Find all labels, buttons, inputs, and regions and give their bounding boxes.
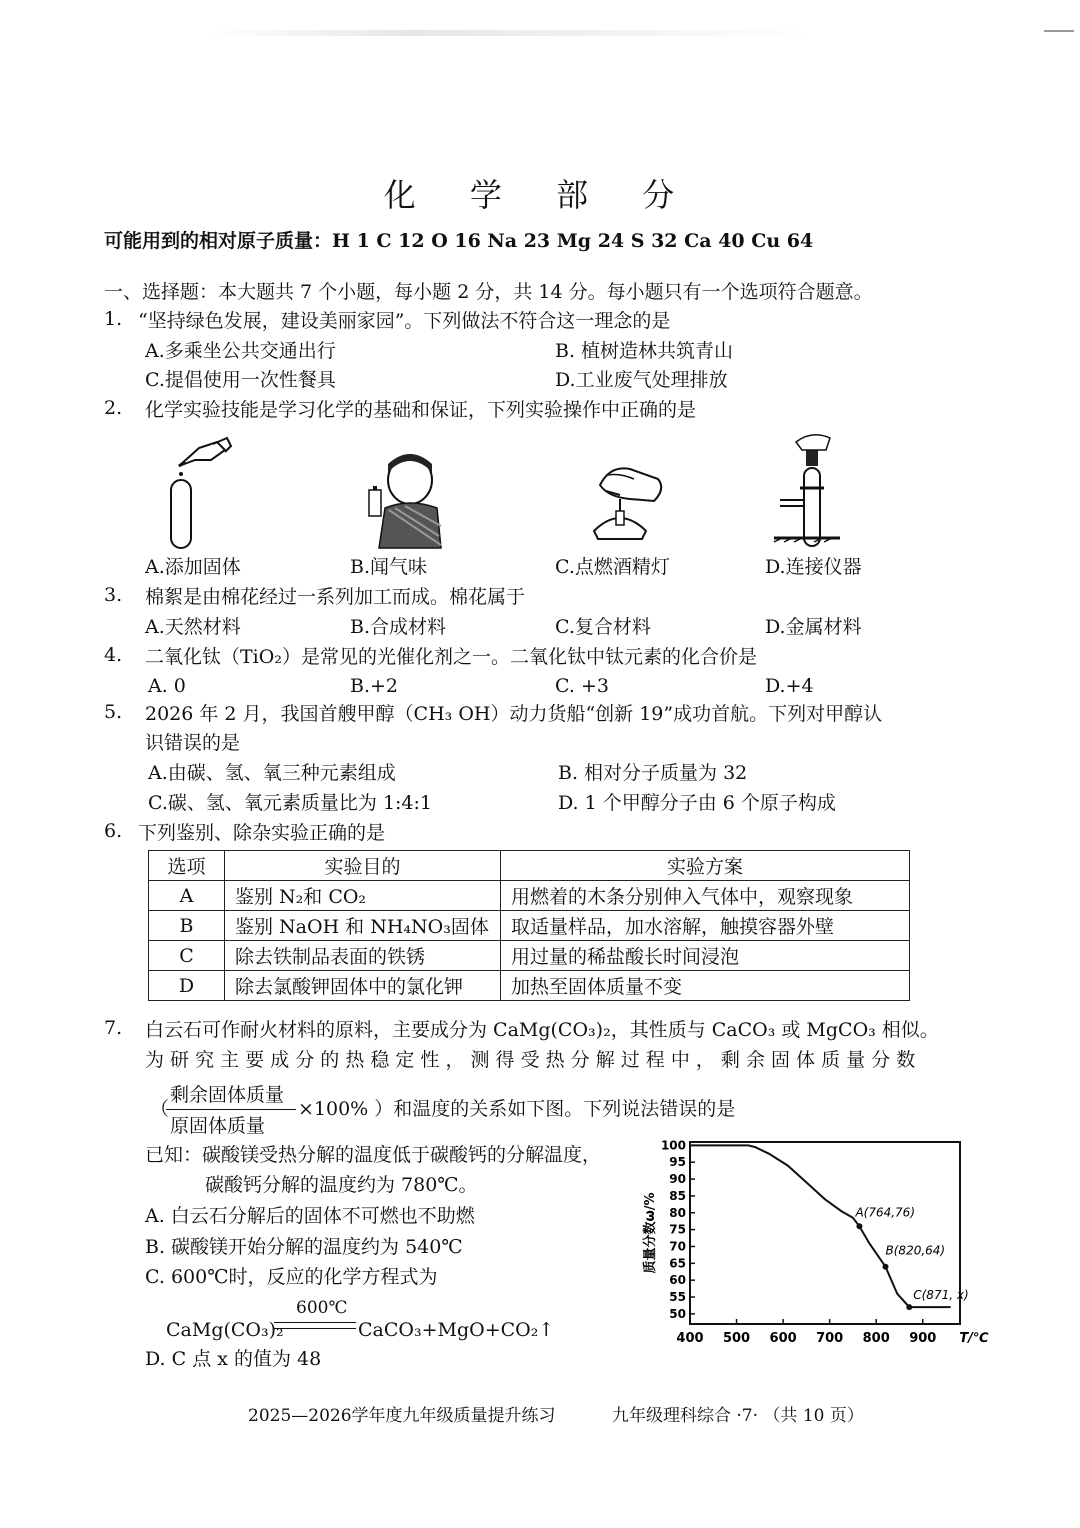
table-cell: 鉴别 N₂和 CO₂	[225, 881, 501, 911]
option-d: D.金属材料	[765, 616, 862, 638]
table-cell: B	[149, 911, 225, 941]
question-stem: 化学实验技能是学习化学的基础和保证，下列实验操作中正确的是	[145, 399, 697, 421]
option-c: C. +3	[555, 675, 609, 697]
known-condition: 已知：碳酸镁受热分解的温度低于碳酸钙的分解温度，	[145, 1144, 602, 1166]
y-tick-label: 75	[669, 1222, 686, 1237]
table-header: 实验目的	[225, 851, 501, 881]
frac-tail: ×100% ）和温度的关系如下图。下列说法错误的是	[298, 1098, 736, 1120]
table-header: 选项	[149, 851, 225, 881]
experiment-table	[148, 850, 910, 1001]
smell-illustration	[355, 450, 445, 550]
option-b: B. 碳酸镁开始分解的温度约为 540℃	[145, 1236, 463, 1258]
option-d: D. 1 个甲醇分子由 6 个原子构成	[558, 792, 836, 814]
question-stem: 二氧化钛（TiO₂）是常见的光催化剂之一。二氧化钛中钛元素的化合价是	[145, 646, 757, 668]
y-tick-label: 70	[669, 1239, 686, 1254]
question-number: 6.	[104, 820, 123, 842]
annotation-point	[906, 1304, 912, 1310]
annotation-label: A(764,76)	[855, 1205, 916, 1220]
table-cell: 加热至固体质量不变	[501, 971, 910, 1001]
table-row	[149, 941, 910, 971]
x-axis-label: T/℃	[959, 1331, 989, 1346]
decomposition-chart	[630, 1130, 990, 1355]
y-tick-label: 65	[669, 1256, 686, 1271]
option-c: C.碳、氢、氧元素质量比为 1:4:1	[148, 792, 433, 814]
annotation-label: B(820,64)	[885, 1243, 946, 1258]
question-number: 5.	[104, 701, 123, 723]
y-tick-label: 60	[669, 1273, 686, 1288]
annotation-point	[856, 1223, 862, 1229]
atomic-masses: 可能用到的相对原子质量：H 1 C 12 O 16 Na 23 Mg 24 S 32 Ca 40 Cu 64	[104, 230, 814, 252]
frac-denominator: 原固体质量	[170, 1115, 266, 1137]
frac-numerator: 剩余固体质量	[170, 1084, 285, 1106]
question-stem-cont: 为 研 究 主 要 成 分 的 热 稳 定 性 ， 测 得 受 热 分 解 过 程 中 ， 剩 余 固 体 质 量 分 数	[145, 1049, 916, 1071]
frac-open: （	[150, 1098, 170, 1120]
option-c: C.提倡使用一次性餐具	[145, 369, 336, 391]
option-a: A.添加固体	[145, 556, 241, 578]
add-solid-illustration	[155, 430, 235, 555]
option-b: B.+2	[350, 675, 399, 697]
y-tick-label: 85	[669, 1188, 686, 1203]
equation-equals	[274, 1322, 356, 1329]
option-a: A.天然材料	[145, 616, 241, 638]
section-heading: 一、选择题：本大题共 7 个小题，每小题 2 分，共 14 分。每小题只有一个选项符合题意。	[104, 281, 873, 303]
equation-condition: 600℃	[296, 1298, 348, 1318]
option-a: A.由碳、氢、氧三种元素组成	[148, 762, 396, 784]
table-row	[149, 911, 910, 941]
table-cell: 用燃着的木条分别伸入气体中，观察现象	[501, 881, 910, 911]
x-tick-label: 400	[676, 1331, 704, 1346]
table-header-row	[149, 851, 910, 881]
scan-corner	[1044, 30, 1074, 37]
question-stem: 棉絮是由棉花经过一系列加工而成。棉花属于	[145, 586, 526, 608]
option-b: B.闻气味	[350, 556, 428, 578]
y-tick-label: 100	[660, 1138, 686, 1153]
question-number: 7.	[104, 1017, 123, 1039]
question-number: 3.	[104, 584, 123, 606]
y-tick-label: 55	[669, 1290, 686, 1305]
option-a: A.多乘坐公共交通出行	[145, 340, 336, 362]
question-stem: 下列鉴别、除杂实验正确的是	[138, 822, 386, 844]
light-lamp-illustration	[580, 455, 670, 550]
y-tick-label: 90	[669, 1172, 686, 1187]
option-d: D.连接仪器	[765, 556, 862, 578]
annotation-point	[883, 1264, 889, 1270]
page-title: 化 学 部 分	[383, 176, 697, 214]
question-stem-cont: 识错误的是	[145, 732, 241, 754]
x-tick-label: 800	[862, 1331, 890, 1346]
table-header: 实验方案	[501, 851, 910, 881]
table-row	[149, 971, 910, 1001]
option-a: A. 白云石分解后的固体不可燃也不助燃	[145, 1205, 475, 1227]
table-cell: C	[149, 941, 225, 971]
series-line	[690, 1145, 951, 1307]
table-cell: 除去氯酸钾固体中的氯化钾	[225, 971, 501, 1001]
equation-right: CaCO₃+MgO+CO₂↑	[358, 1319, 555, 1341]
option-b: B. 相对分子质量为 32	[558, 762, 748, 784]
option-c: C.复合材料	[555, 616, 651, 638]
table-cell: 鉴别 NaOH 和 NH₄NO₃固体	[225, 911, 501, 941]
table-cell: 除去铁制品表面的铁锈	[225, 941, 501, 971]
question-number: 4.	[104, 644, 123, 666]
option-d: D. C 点 x 的值为 48	[145, 1348, 322, 1370]
scan-edge	[210, 30, 810, 36]
table-cell: 取适量样品，加水溶解，触摸容器外壁	[501, 911, 910, 941]
table-row	[149, 881, 910, 911]
y-tick-label: 95	[669, 1155, 686, 1170]
question-stem: 2026 年 2 月，我国首艘甲醇（CH₃ OH）动力货船“创新 19”成功首航。下列对甲醇认	[145, 703, 883, 725]
y-axis-label: 质量分数ω/%	[643, 1192, 658, 1274]
option-c: C. 600℃时，反应的化学方程式为	[145, 1266, 438, 1288]
x-tick-label: 600	[769, 1331, 797, 1346]
equation-left: CaMg(CO₃)₂	[166, 1319, 284, 1341]
question-number: 1.	[104, 308, 123, 330]
question-stem: 白云石可作耐火材料的原料，主要成分为 CaMg(CO₃)₂，其性质与 CaCO₃ 或 MgCO₃ 相似。	[145, 1019, 939, 1041]
question-stem: “坚持绿色发展，建设美丽家园”。下列做法不符合这一理念的是	[138, 310, 671, 332]
x-tick-label: 900	[909, 1331, 937, 1346]
option-c: C.点燃酒精灯	[555, 556, 670, 578]
connect-apparatus-illustration	[770, 428, 850, 553]
table-cell: 用过量的稀盐酸长时间浸泡	[501, 941, 910, 971]
option-a: A. 0	[148, 675, 186, 697]
question-number: 2.	[104, 397, 123, 419]
known-condition-cont: 碳酸钙分解的温度约为 780℃。	[205, 1174, 478, 1196]
frac-bar	[166, 1109, 296, 1110]
option-d: D.+4	[765, 675, 814, 697]
y-tick-label: 50	[669, 1306, 686, 1321]
x-tick-label: 700	[816, 1331, 844, 1346]
option-b: B.合成材料	[350, 616, 447, 638]
footer-left: 2025—2026学年度九年级质量提升练习	[248, 1406, 556, 1426]
annotation-label: C(871, x)	[913, 1288, 969, 1303]
option-b: B. 植树造林共筑青山	[555, 340, 734, 362]
table-cell: A	[149, 881, 225, 911]
x-tick-label: 500	[722, 1331, 751, 1346]
y-tick-label: 80	[669, 1205, 686, 1220]
table-cell: D	[149, 971, 225, 1001]
option-d: D.工业废气处理排放	[555, 369, 728, 391]
footer-right: 九年级理科综合 ·7· （共 10 页）	[612, 1406, 864, 1426]
